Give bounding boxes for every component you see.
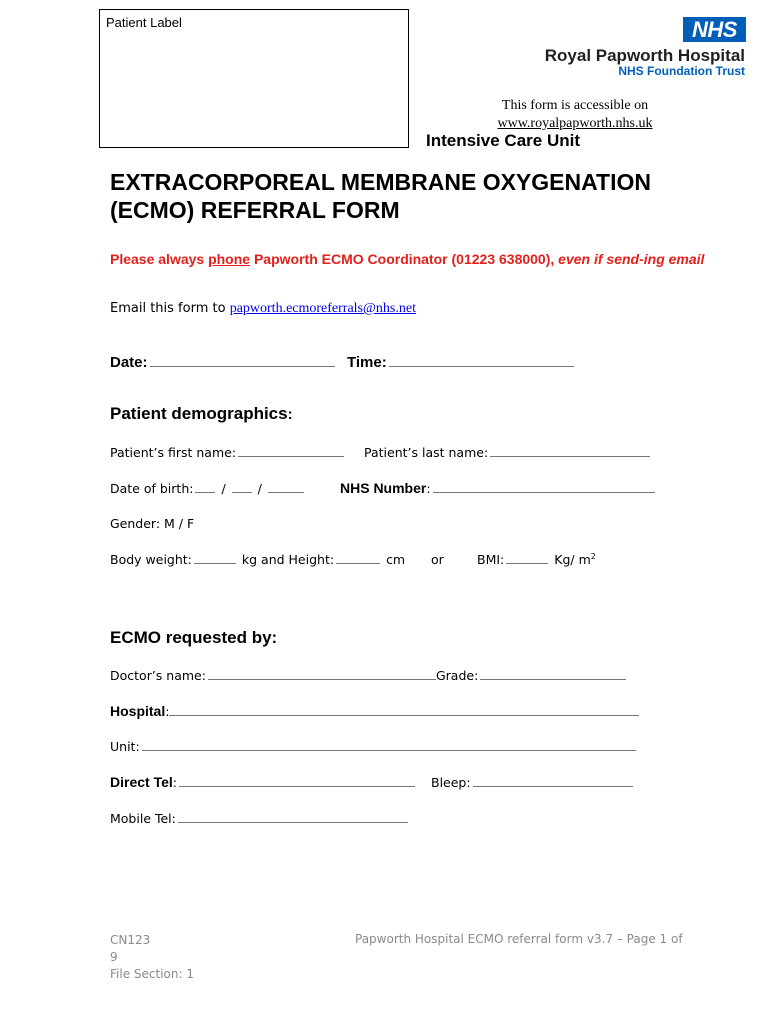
patient-label-box xyxy=(99,9,409,148)
height-label: and Height: xyxy=(261,552,335,567)
cm-unit: cm xyxy=(386,552,406,567)
title-line-2: (ECMO) REFERRAL FORM xyxy=(110,197,400,223)
bleep-field[interactable] xyxy=(431,775,635,790)
dob-label: Date of birth: xyxy=(110,481,194,496)
unit-field[interactable] xyxy=(110,739,638,754)
nhs-number-colon: : xyxy=(426,481,431,496)
dob-field[interactable] xyxy=(110,481,306,496)
date-label: Date: xyxy=(110,354,148,371)
dob-month-line[interactable] xyxy=(232,491,252,493)
bmi-unit-sup: 2 xyxy=(590,552,596,561)
demographics-heading xyxy=(110,404,293,424)
dob-day-line[interactable] xyxy=(195,491,215,493)
hospital-colon: : xyxy=(165,704,170,719)
hospital-label: Hospital xyxy=(110,703,166,719)
gender-field[interactable]: Gender: M / F xyxy=(110,516,195,531)
demographics-heading-colon: : xyxy=(287,406,293,423)
unit-heading: Intensive Care Unit xyxy=(426,131,580,150)
direct-tel-label: Direct Tel xyxy=(110,774,173,790)
accessibility-text: This form is accessible on xyxy=(501,98,649,113)
footer-page: Papworth Hospital ECMO referral form v3.7 – Page 1 of xyxy=(355,932,683,946)
mobile-field[interactable] xyxy=(110,811,410,826)
body-weight-label: Body weight: xyxy=(110,552,192,567)
website-link[interactable]: www.royalpapworth.nhs.uk xyxy=(497,116,653,131)
bmi-line[interactable] xyxy=(506,562,548,564)
email-instruction xyxy=(110,301,416,317)
bleep-line[interactable] xyxy=(473,785,633,787)
trust-name: NHS Foundation Trust xyxy=(618,64,745,78)
footer-code-2: 9 xyxy=(110,950,118,964)
body-weight-field[interactable] xyxy=(110,552,405,567)
dob-sep-1: / xyxy=(221,481,226,496)
doctor-field[interactable] xyxy=(110,668,628,683)
nhs-logo: NHS xyxy=(683,17,746,42)
date-line[interactable] xyxy=(150,365,335,367)
first-name-line[interactable] xyxy=(238,455,344,457)
nhs-number-field[interactable] xyxy=(340,480,657,498)
accessibility-note xyxy=(440,97,710,133)
last-name-field[interactable] xyxy=(364,445,652,460)
mobile-line[interactable] xyxy=(178,821,408,823)
demographics-heading-text: Patient demographics xyxy=(110,404,288,423)
kg-unit: kg xyxy=(241,552,258,567)
hospital-line[interactable] xyxy=(169,714,639,716)
first-name-field[interactable] xyxy=(110,445,346,460)
nhs-number-label: NHS Number xyxy=(340,480,427,496)
dob-sep-2: / xyxy=(257,481,262,496)
email-link[interactable]: papworth.ecmoreferrals@nhs.net xyxy=(229,301,416,316)
mobile-label: Mobile Tel: xyxy=(110,811,176,826)
direct-tel-colon: : xyxy=(172,775,177,790)
footer-code-1: CN123 xyxy=(110,933,151,947)
time-field[interactable] xyxy=(347,354,576,371)
hospital-field[interactable] xyxy=(110,703,641,721)
requested-heading: ECMO requested by: xyxy=(110,628,278,647)
height-line[interactable] xyxy=(336,562,380,564)
footer-section: File Section: 1 xyxy=(110,967,194,981)
doctor-label: Doctor’s name: xyxy=(110,668,206,683)
phone-warning xyxy=(110,251,710,268)
unit-line[interactable] xyxy=(142,749,636,751)
footer-codes xyxy=(110,932,194,983)
dob-year-line[interactable] xyxy=(268,491,304,493)
unit-label: Unit: xyxy=(110,739,140,754)
bmi-unit: Kg/ m xyxy=(554,552,591,568)
hospital-name: Royal Papworth Hospital xyxy=(544,46,745,65)
warning-pre: Please always xyxy=(110,251,209,267)
date-field[interactable] xyxy=(110,354,337,371)
grade-line[interactable] xyxy=(480,678,626,680)
form-title xyxy=(110,168,730,224)
doctor-line[interactable] xyxy=(208,678,436,680)
title-line-1: EXTRACORPOREAL MEMBRANE OXYGENATION xyxy=(110,169,651,195)
grade-label: Grade: xyxy=(435,668,479,683)
last-name-label: Patient’s last name: xyxy=(364,445,489,460)
or-text: or xyxy=(431,552,444,567)
bmi-field[interactable] xyxy=(477,552,596,567)
email-label: Email this form to xyxy=(110,301,230,316)
warning-italic: even if send-ing email xyxy=(558,251,705,267)
time-line[interactable] xyxy=(389,365,574,367)
body-weight-line[interactable] xyxy=(194,562,236,564)
bmi-label: BMI: xyxy=(477,552,505,568)
direct-tel-field[interactable] xyxy=(110,774,417,792)
warning-phone: phone xyxy=(208,251,251,267)
warning-mid: Papworth ECMO Coordinator (01223 638000), xyxy=(250,251,559,267)
direct-tel-line[interactable] xyxy=(179,785,415,787)
time-label: Time: xyxy=(347,354,387,371)
last-name-line[interactable] xyxy=(490,455,650,457)
bleep-label: Bleep: xyxy=(431,775,471,790)
first-name-label: Patient’s first name: xyxy=(110,445,237,460)
patient-label-text: Patient Label xyxy=(106,15,182,30)
nhs-number-line[interactable] xyxy=(433,491,655,493)
